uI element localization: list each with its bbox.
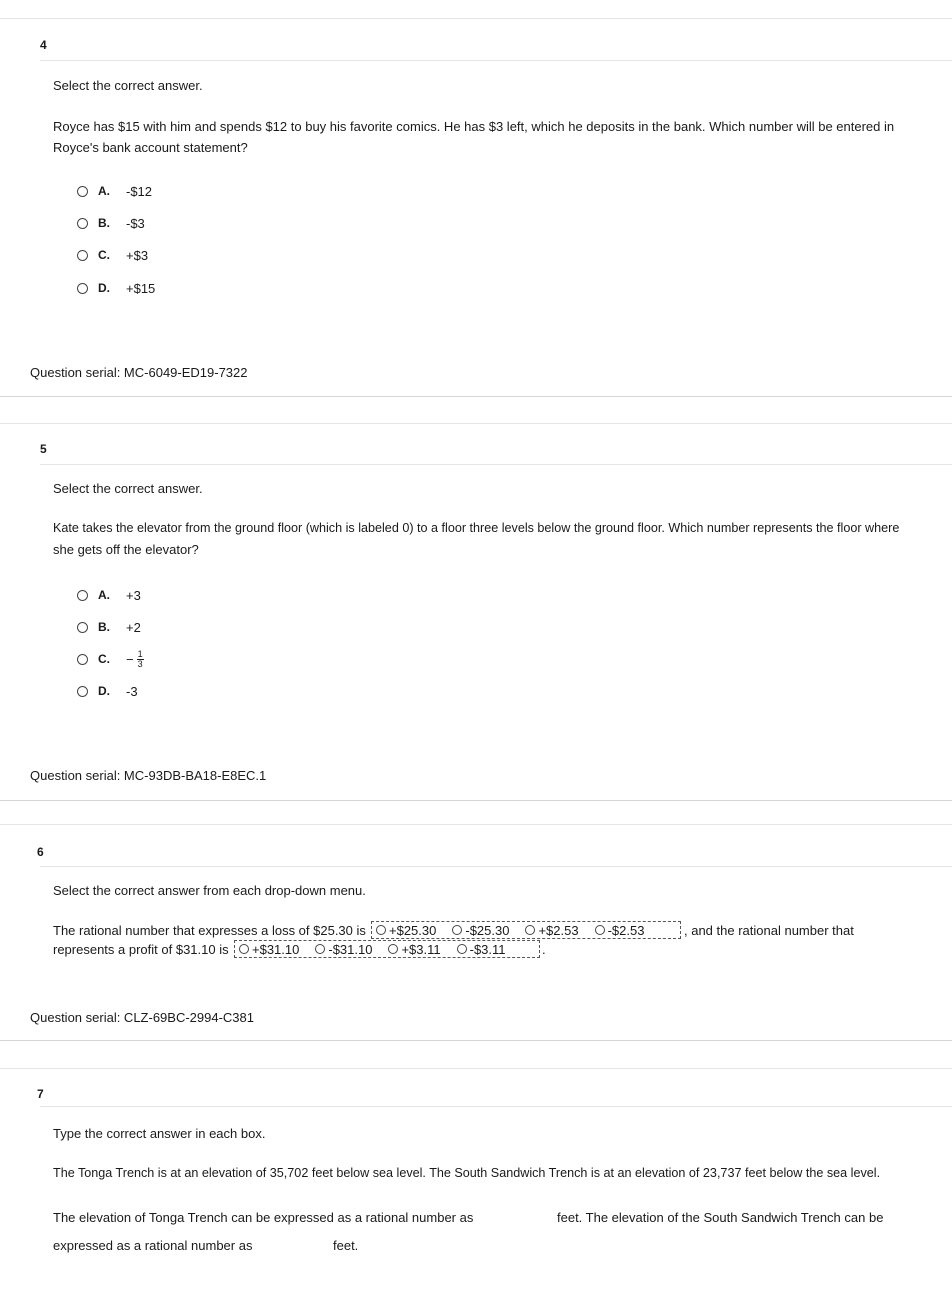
fraction (137, 650, 144, 669)
question-number: 4 (40, 38, 47, 52)
option-letter: B. (98, 620, 110, 634)
question-prompt: expressed as a rational number as (53, 1238, 253, 1253)
dropdown-option[interactable] (388, 942, 440, 957)
radio-button[interactable] (77, 654, 88, 665)
divider (0, 18, 952, 19)
dropdown-option-text: -$3.11 (469, 941, 506, 957)
option-letter: D. (98, 281, 110, 295)
radio-button[interactable] (77, 283, 88, 294)
dropdown-option-text: +$2.53 (538, 922, 579, 938)
radio-button[interactable] (525, 925, 535, 935)
dropdown-option-text: -$2.53 (607, 922, 645, 938)
radio-button[interactable] (77, 218, 88, 229)
divider (0, 1040, 952, 1041)
radio-button[interactable] (388, 944, 398, 954)
option-text: -$3 (126, 215, 145, 231)
divider (0, 396, 952, 397)
divider (40, 464, 952, 465)
question-prompt: The elevation of Tonga Trench can be expressed as a rational number as (53, 1210, 474, 1225)
answer-input-1[interactable] (480, 1206, 554, 1226)
question-prompt: . (542, 942, 546, 957)
divider (0, 1068, 952, 1069)
radio-button[interactable] (77, 186, 88, 197)
question-instruction: Select the correct answer from each drop-down menu. (53, 883, 366, 898)
question-serial: Question serial: MC-6049-ED19-7322 (30, 365, 248, 380)
question-instruction: Type the correct answer in each box. (53, 1126, 266, 1141)
dropdown-option[interactable] (452, 923, 509, 938)
fraction-numerator: 1 (137, 648, 143, 659)
answer-option-b[interactable] (77, 619, 141, 635)
radio-button[interactable] (77, 250, 88, 261)
divider (40, 866, 952, 867)
question-prompt: Royce has $15 with him and spends $12 to buy his favorite comics. He has $3 left, which he deposits in the bank. Which number will be entered in (53, 119, 895, 134)
dropdown-option[interactable] (315, 942, 372, 957)
option-text: +$15 (126, 280, 156, 296)
radio-button[interactable] (77, 686, 88, 697)
question-instruction: Select the correct answer. (53, 78, 203, 93)
dropdown-option[interactable] (239, 942, 299, 957)
question-prompt: Royce's bank account statement? (53, 140, 248, 155)
dropdown-option-text: -$25.30 (465, 922, 510, 938)
radio-button[interactable] (457, 944, 467, 954)
question-prompt: feet. (333, 1238, 359, 1253)
radio-button[interactable] (595, 925, 605, 935)
question-prompt: , and the rational number that (684, 923, 854, 938)
question-number: 5 (40, 442, 47, 456)
answer-option-b[interactable] (77, 215, 145, 231)
question-prompt: Kate takes the elevator from the ground floor (which is labeled 0) to a floor three levels below the ground floor. Which number represents the floor where (53, 521, 900, 535)
option-letter: D. (98, 684, 110, 698)
option-text: +$3 (126, 247, 149, 263)
answer-option-a[interactable] (77, 183, 152, 199)
answer-option-c[interactable] (77, 648, 144, 669)
dropdown-option-text: +$31.10 (252, 941, 300, 957)
question-prompt: she gets off the elevator? (53, 542, 199, 557)
option-letter: C. (98, 248, 110, 262)
option-text: +2 (126, 619, 141, 635)
radio-button[interactable] (315, 944, 325, 954)
question-prompt: The rational number that expresses a loss of $25.30 is (53, 923, 366, 938)
radio-button[interactable] (239, 944, 249, 954)
answer-option-a[interactable] (77, 587, 141, 603)
dropdown-option-text: +$3.11 (401, 941, 441, 957)
divider (40, 60, 952, 61)
option-letter: C. (98, 652, 110, 666)
option-letter: B. (98, 216, 110, 230)
divider (0, 800, 952, 801)
option-text: − (126, 651, 134, 667)
dropdown-option-text: -$31.10 (328, 941, 373, 957)
answer-option-c[interactable] (77, 247, 148, 263)
dropdown-menu-1[interactable] (371, 921, 681, 939)
option-letter: A. (98, 588, 110, 602)
answer-option-d[interactable] (77, 280, 155, 296)
divider (0, 824, 952, 825)
fraction-denominator: 3 (137, 658, 143, 669)
question-prompt: represents a profit of $31.10 is (53, 942, 229, 957)
radio-button[interactable] (376, 925, 386, 935)
option-text: -$12 (126, 183, 153, 199)
question-instruction: Select the correct answer. (53, 481, 203, 496)
question-serial: Question serial: CLZ-69BC-2994-C381 (30, 1010, 254, 1025)
divider (0, 423, 952, 424)
option-text: +3 (126, 587, 141, 603)
dropdown-option[interactable] (376, 923, 436, 938)
radio-button[interactable] (452, 925, 462, 935)
question-prompt: The Tonga Trench is at an elevation of 35,702 feet below sea level. The South Sandwich Trench is at an elevation of 23,737 feet below the sea level. (53, 1166, 881, 1180)
question-prompt: feet. The elevation of the South Sandwich Trench can be (557, 1210, 884, 1225)
dropdown-option[interactable] (595, 923, 645, 938)
option-letter: A. (98, 184, 110, 198)
dropdown-option-text: +$25.30 (389, 922, 437, 938)
question-serial: Question serial: MC-93DB-BA18-E8EC.1 (30, 768, 267, 783)
option-text: -3 (126, 683, 138, 699)
dropdown-option[interactable] (457, 942, 506, 957)
radio-button[interactable] (77, 622, 88, 633)
question-number: 6 (37, 845, 44, 859)
radio-button[interactable] (77, 590, 88, 601)
dropdown-option[interactable] (525, 923, 578, 938)
dropdown-menu-2[interactable] (234, 940, 540, 958)
question-number: 7 (37, 1087, 44, 1101)
divider (40, 1106, 952, 1107)
answer-option-d[interactable] (77, 683, 138, 699)
answer-input-2[interactable] (258, 1234, 330, 1254)
